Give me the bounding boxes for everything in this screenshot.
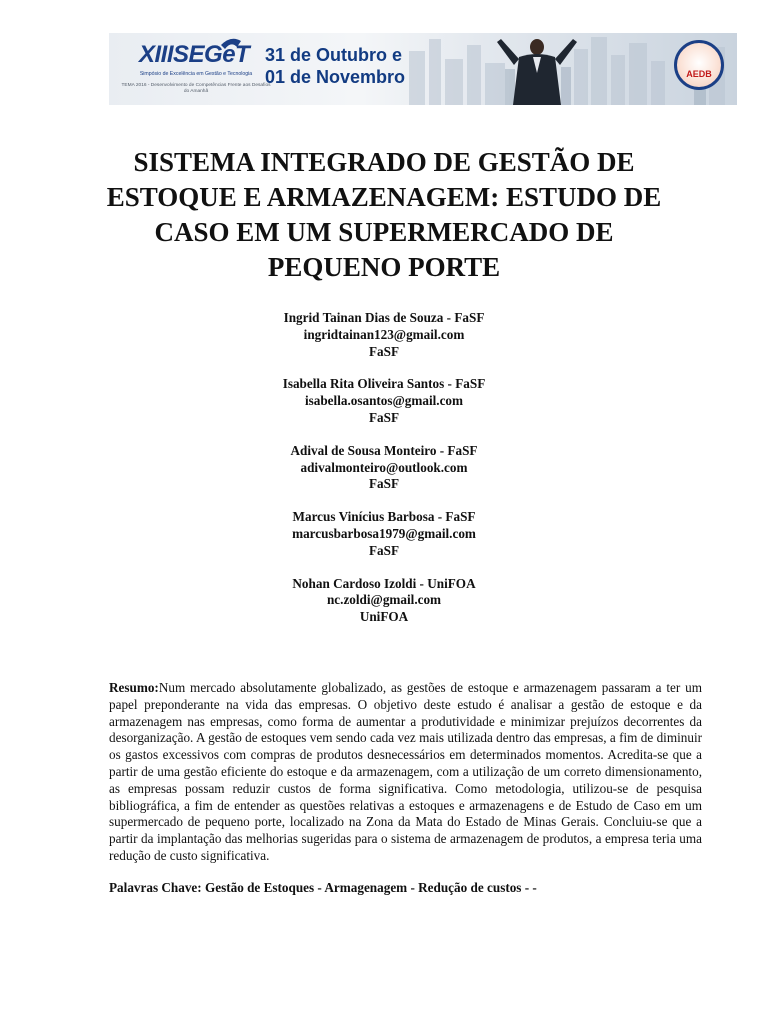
author-name: Isabella Rita Oliveira Santos - FaSF xyxy=(282,376,486,392)
author-entry xyxy=(150,376,618,426)
abstract xyxy=(109,680,702,865)
event-subtitle: Simpósio de Excelência em Gestão e Tecnologia xyxy=(139,71,253,77)
author-email: adivalmonteiro@outlook.com xyxy=(300,459,468,475)
event-theme: TEMA 2016 - Desenvolvimento de Competências Frente aos Desafios do Amanhã xyxy=(121,83,271,94)
event-logo: XIIISEGeT xyxy=(139,41,250,68)
paper-title: SISTEMA INTEGRADO DE GESTÃO DE ESTOQUE E ARMAZENAGEM: ESTUDO DE CASO EM UM SUPERMERCADO DE PEQUENO PORTE xyxy=(106,147,662,282)
event-date-line-2: 01 de Novembro xyxy=(265,67,406,87)
author-entry xyxy=(150,576,618,626)
author-affiliation: FaSF xyxy=(368,476,400,492)
event-date-line-1: 31 de Outubro e xyxy=(265,45,403,65)
author-affiliation: FaSF xyxy=(368,542,400,558)
aedb-badge-text: AEDB xyxy=(686,69,712,79)
author-list xyxy=(150,310,618,642)
author-email: ingridtainan123@gmail.com xyxy=(303,326,465,342)
author-affiliation: FaSF xyxy=(368,343,400,359)
abstract-label: Resumo: xyxy=(109,680,159,695)
author-name: Adival de Sousa Monteiro - FaSF xyxy=(290,442,478,458)
author-entry xyxy=(150,509,618,559)
author-entry xyxy=(150,310,618,360)
aedb-seal-icon xyxy=(674,40,724,90)
author-affiliation: UniFOA xyxy=(359,609,409,625)
author-entry xyxy=(150,443,618,493)
author-affiliation: FaSF xyxy=(368,409,400,425)
abstract-text: Num mercado absolutamente globalizado, as gestões de estoque e armazenagem passaram a ter um papel preponderante na vida das empresas. O objetivo deste estudo é analisar a gestão de estoque e da armazenagem nas empresas, como forma de aumentar a produtividade e minimizar prejuízos decorrentes da desorganização. A gestão de estoques vem sendo cada vez mais utilizada dentro das empresas, a fim de diminuir os gastos excessivos com compras de produtos desnecessários em determinados momentos. Acredita-se que a partir de uma gestão eficiente do estoque e da armazenagem, com a utilização de um correto dimensionamento, as empresas possam reduzir custos de forma significativa. Como metodologia, utilizou-se de pesquisa bibliográfica, a fim de entender as questões relativas a estoques e armazenagens e de Estudo de Caso em um supermercado de pequeno porte, localizado na Zona da Mata do Estado de Minas Gerais. Concluiu-se que a partir da implantação das melhorias sugeridas para o sistema de armazenagem de produtos, a empresa teria uma redução de custo significativa. xyxy=(109,680,702,863)
author-email: nc.zoldi@gmail.com xyxy=(326,592,442,608)
keywords: Palavras Chave: Gestão de Estoques - Armagenagem - Redução de custos - - xyxy=(109,880,537,895)
author-email: isabella.osantos@gmail.com xyxy=(304,393,464,409)
author-email: marcusbarbosa1979@gmail.com xyxy=(292,525,476,541)
author-name: Marcus Vinícius Barbosa - FaSF xyxy=(292,509,476,525)
conference-banner xyxy=(109,33,737,105)
author-name: Nohan Cardoso Izoldi - UniFOA xyxy=(292,575,476,591)
author-name: Ingrid Tainan Dias de Souza - FaSF xyxy=(283,310,485,325)
